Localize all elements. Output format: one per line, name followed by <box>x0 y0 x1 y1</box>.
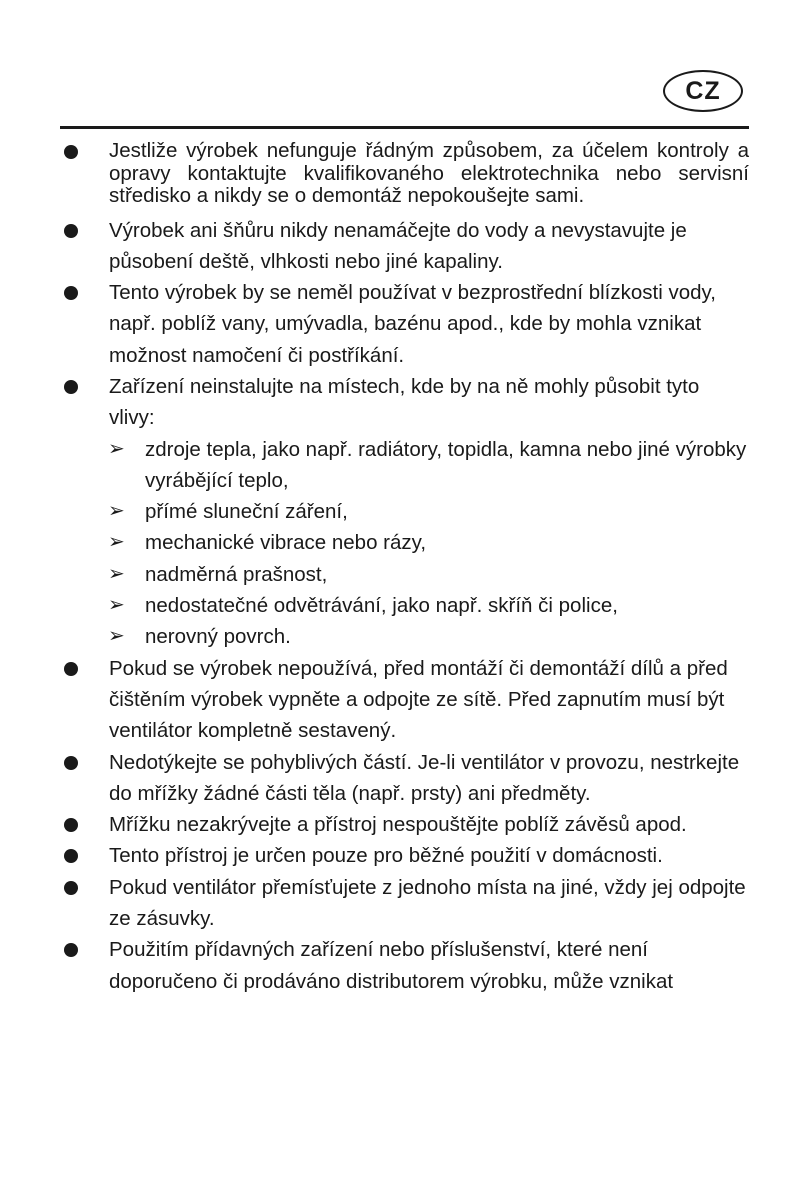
list-item <box>0 371 811 434</box>
list-item <box>0 747 811 810</box>
sub-list-item-text: mechanické vibrace nebo rázy, <box>145 531 427 555</box>
list-item-text: Tento přístroj je určen pouze pro běžné použití v domácnosti. <box>109 844 663 868</box>
arrowhead-bullet-icon: ➢ <box>108 594 125 617</box>
list-item-text: Použitím přídavných zařízení nebo příslušenství, které není doporučeno či prodáváno distributorem výrobku, může vznikat <box>109 938 674 993</box>
bullet-icon <box>64 881 78 895</box>
list-item <box>0 653 811 747</box>
arrowhead-bullet-icon: ➢ <box>108 562 125 585</box>
list-item-text: Výrobek ani šňůru nikdy nenamáčejte do vody a nevystavujte je působení deště, vlhkosti nebo jiné kapaliny. <box>109 218 687 273</box>
list-item-text: Mřížku nezakrývejte a přístroj nespouštějte poblíž závěsů apod. <box>109 813 687 837</box>
list-item-text: Pokud se výrobek nepoužívá, před montáží či demontáží dílů a před čištěním výrobek vypněte a odpojte ze sítě. Před zapnutím musí být ventilátor kompletně sestavený. <box>109 656 728 743</box>
sub-list-item <box>0 496 811 527</box>
bullet-icon <box>64 818 78 832</box>
sub-list-item-text: nadměrná prašnost, <box>145 562 328 586</box>
sub-list-item <box>0 527 811 558</box>
safety-instructions-list <box>0 140 811 997</box>
sub-list-item <box>0 434 811 497</box>
bullet-icon <box>64 380 78 394</box>
arrowhead-bullet-icon: ➢ <box>108 531 125 554</box>
sub-list-item <box>0 590 811 621</box>
list-item <box>0 215 811 278</box>
sub-list-item-text: zdroje tepla, jako např. radiátory, topidla, kamna nebo jiné výrobky vyrábějící teplo, <box>145 437 747 492</box>
header-divider <box>60 126 749 129</box>
sub-list-item <box>0 559 811 590</box>
list-item <box>0 872 811 935</box>
sub-list-item <box>0 621 811 652</box>
arrowhead-bullet-icon: ➢ <box>108 437 125 460</box>
list-item-text: Tento výrobek by se neměl používat v bezprostřední blízkosti vody, např. poblíž vany, umývadla, bazénu apod., kde by mohla vznikat možnost namočení či postříkání. <box>109 281 716 367</box>
arrowhead-bullet-icon: ➢ <box>108 500 125 523</box>
bullet-icon <box>64 286 78 300</box>
bullet-icon <box>64 849 78 863</box>
list-item <box>0 840 811 871</box>
list-item <box>0 277 811 371</box>
list-item-text: Pokud ventilátor přemísťujete z jednoho místa na jiné, vždy jej odpojte ze zásuvky. <box>109 875 746 931</box>
sub-list-item-text: nerovný povrch. <box>145 625 291 649</box>
language-badge: CZ <box>663 70 743 112</box>
bullet-icon <box>64 224 78 238</box>
sub-list-item-text: nedostatečné odvětrávání, jako např. skříň či police, <box>145 594 618 618</box>
bullet-icon <box>64 756 78 770</box>
list-item <box>0 809 811 840</box>
list-item <box>0 934 811 997</box>
bullet-icon <box>64 145 78 159</box>
bullet-icon <box>64 943 78 957</box>
list-item <box>0 140 811 208</box>
list-item-text: Nedotýkejte se pohyblivých částí. Je-li ventilátor v provozu, nestrkejte do mřížky žádné části těla (např. prsty) ani předměty. <box>109 750 740 805</box>
list-item-text: Jestliže výrobek nefunguje řádným způsobem, za účelem kontroly a opravy kontaktujte kvalifikovaného elektrotechnika nebo servisní středisko a nikdy se o demontáž nepokoušejte sami. <box>109 139 749 207</box>
list-item-text: Zařízení neinstalujte na místech, kde by na ně mohly působit tyto vlivy: <box>109 374 700 430</box>
arrowhead-bullet-icon: ➢ <box>108 625 125 648</box>
bullet-icon <box>64 662 78 676</box>
sub-list-item-text: přímé sluneční záření, <box>145 500 348 524</box>
